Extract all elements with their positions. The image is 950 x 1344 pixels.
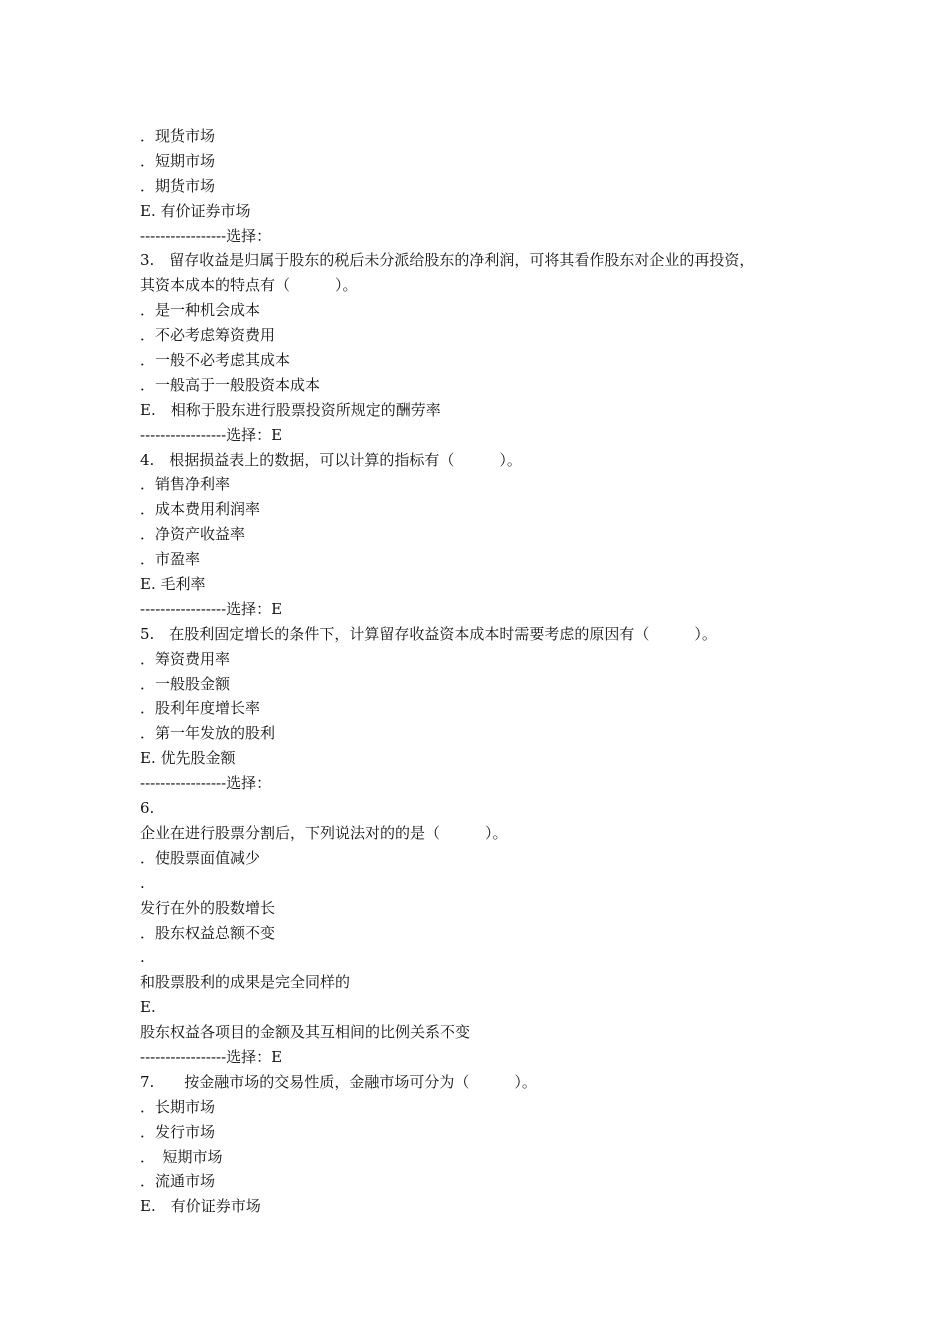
option-line: 发行在外的股数增长	[140, 898, 276, 917]
option-marker: E.	[140, 998, 156, 1017]
option-line: ．股利年度增长率	[140, 699, 261, 718]
answer-line: -----------------选择：E	[140, 1047, 283, 1066]
option-line: ．是一种机会成本	[140, 301, 261, 320]
option-line: ．一般不必考虑其成本	[140, 351, 291, 370]
option-line: E. 毛利率	[140, 575, 206, 594]
option-line: ．现货市场	[140, 127, 216, 145]
question-line: 5. 在股利固定增长的条件下，计算留存收益资本成本时需要考虑的原因有（ ）。	[140, 624, 717, 643]
option-line: 股东权益各项目的金额及其互相间的比例关系不变	[140, 1023, 471, 1042]
option-line: ．第一年发放的股利	[140, 724, 276, 743]
option-line: ．一般股金额	[140, 674, 231, 693]
question-number: 6.	[140, 799, 155, 818]
option-marker: .	[140, 873, 145, 892]
option-line: 和股票股利的成果是完全同样的	[140, 973, 351, 992]
option-line: E. 优先股金额	[140, 749, 236, 768]
option-line: ．发行市场	[140, 1122, 216, 1141]
question-line: 其资本成本的特点有（ ）。	[140, 276, 358, 295]
answer-line: -----------------选择：E	[140, 599, 283, 618]
option-line: ．使股票面值减少	[140, 848, 261, 867]
option-marker: .	[140, 948, 145, 967]
option-line: E. 有价证券市场	[140, 201, 251, 220]
option-line: ．销售净利率	[140, 475, 231, 494]
answer-line: -----------------选择：	[140, 774, 272, 793]
question-line: 7. 按金融市场的交易性质，金融市场可分为（ ）。	[140, 1072, 537, 1091]
option-line: ．短期市场	[140, 151, 216, 170]
question-line: 企业在进行股票分割后，下列说法对的的是（ ）。	[140, 823, 508, 842]
option-line: ．期货市场	[140, 176, 216, 195]
option-line: ． 短期市场	[140, 1147, 223, 1166]
option-line: E. 相称于股东进行股票投资所规定的酬劳率	[140, 400, 441, 419]
option-line: ．流通市场	[140, 1172, 216, 1191]
option-line: ．市盈率	[140, 550, 201, 569]
option-line: E. 有价证券市场	[140, 1197, 261, 1216]
option-line: ．筹资费用率	[140, 649, 231, 668]
option-line: ．不必考虑筹资费用	[140, 326, 276, 345]
option-line: ．一般高于一般股资本成本	[140, 375, 321, 394]
option-line: ．成本费用利润率	[140, 500, 261, 519]
answer-line: -----------------选择：	[140, 226, 272, 245]
option-line: ．净资产收益率	[140, 525, 246, 544]
option-line: ．长期市场	[140, 1097, 216, 1116]
answer-line: -----------------选择：E	[140, 425, 283, 444]
document-body	[140, 124, 860, 1219]
option-line: ．股东权益总额不变	[140, 923, 276, 942]
question-line: 3. 留存收益是归属于股东的税后未分派给股东的净利润，可将其看作股东对企业的再投资，	[140, 251, 755, 270]
question-line: 4. 根据损益表上的数据，可以计算的指标有（ ）。	[140, 450, 522, 469]
